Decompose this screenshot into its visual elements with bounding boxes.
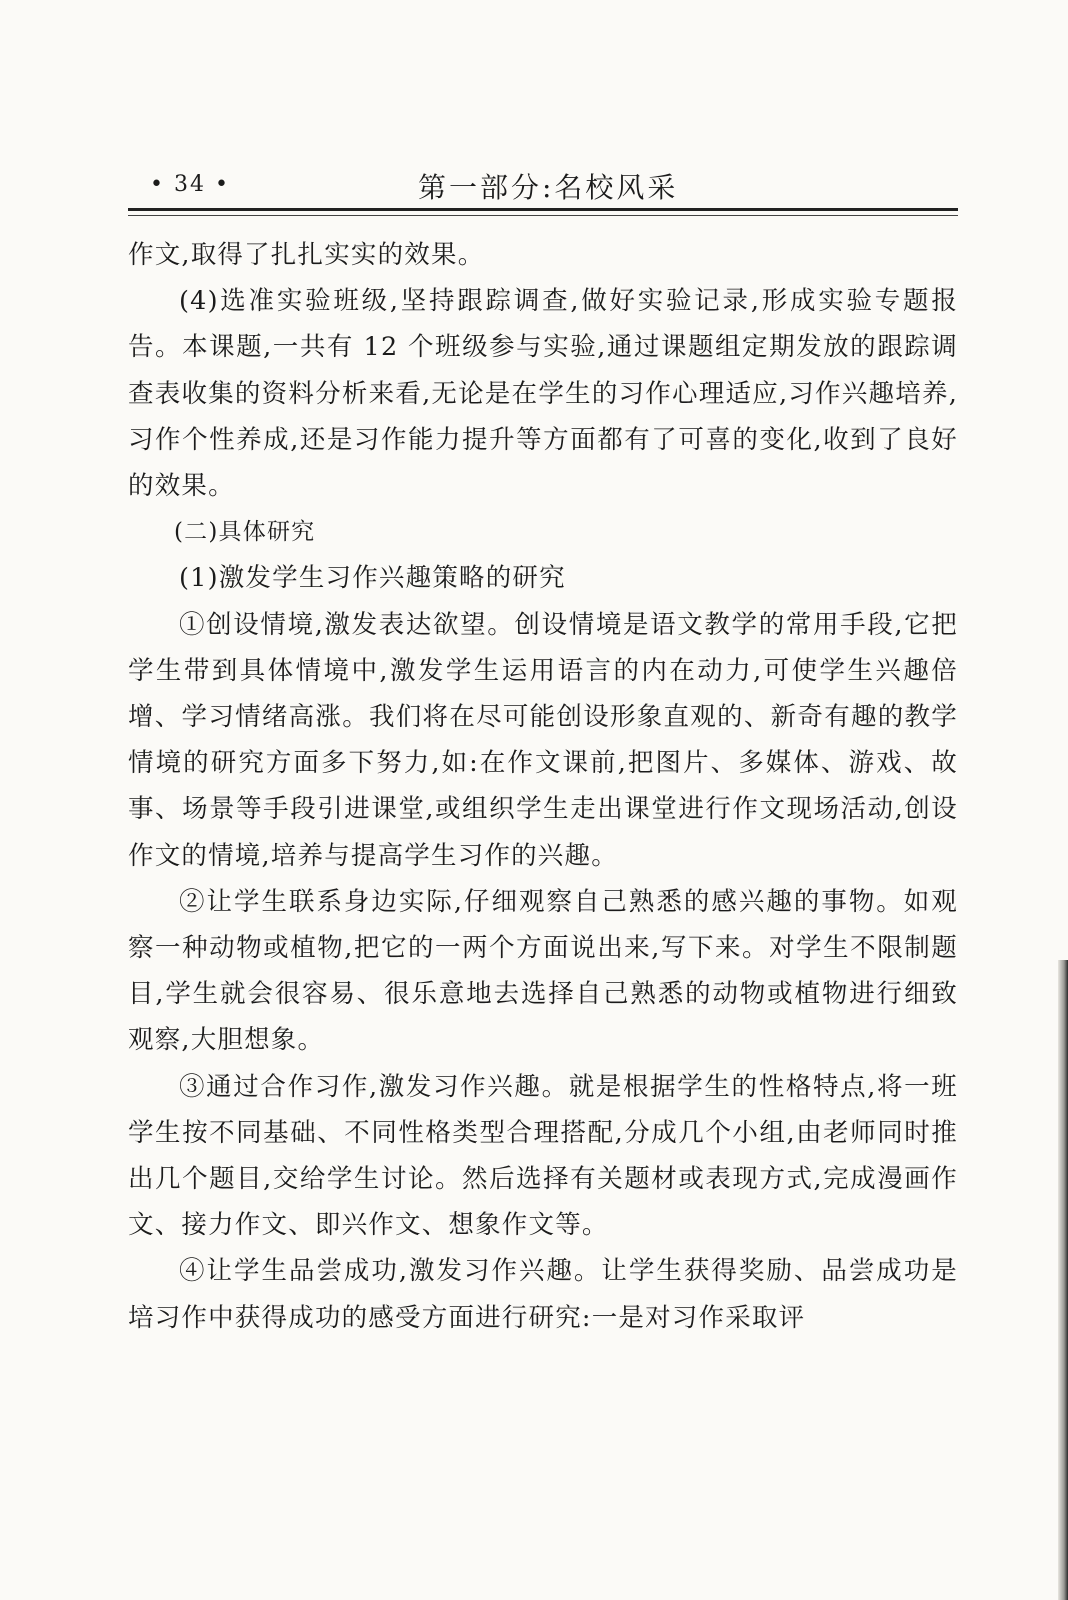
page-number: • 34 •: [150, 172, 230, 197]
body-text: [128, 232, 958, 1341]
paragraph-item-4: ④让学生品尝成功,激发习作兴趣。让学生获得奖励、品尝成功是培习作中获得成功的感受方面进行研究:一是对习作采取评: [128, 1256, 958, 1333]
paragraph-item-3: ③通过合作习作,激发习作兴趣。就是根据学生的性格特点,将一班学生按不同基础、不同性格类型合理搭配,分成几个小组,由老师同时推出几个题目,交给学生讨论。然后选择有关题材或表现方式,完成漫画作文、接力作文、即兴作文、想象作文等。: [128, 1071, 958, 1241]
header-rule-thick: [128, 208, 958, 211]
running-title: 第一部分:名校风采: [418, 171, 679, 204]
subsection-heading: (1)激发学生习作兴趣策略的研究: [179, 563, 566, 594]
paragraph-item-1: ①创设情境,激发表达欲望。创设情境是语文教学的常用手段,它把学生带到具体情境中,激发学生运用语言的内在动力,可使学生兴趣倍增、学习情绪高涨。我们将在尽可能创设形象直观的、新奇有趣的教学情境的研究方面多下努力,如:在作文课前,把图片、多媒体、游戏、故事、场景等手段引进课堂,或组织学生走出课堂进行作文现场活动,创设作文的情境,培养与提高学生习作的兴趣。: [128, 609, 958, 871]
paragraph-4: (4)选准实验班级,坚持跟踪调查,做好实验记录,形成实验专题报告。本课题,一共有 12 个班级参与实验,通过课题组定期发放的跟踪调查表收集的资料分析来看,无论是在学生的习作心理适应,习作兴趣培养,习作个性养成,还是习作能力提升等方面都有了可喜的变化,收到了良好的效果。: [128, 286, 958, 502]
page-header: [128, 160, 958, 210]
paragraph-continued: 作文,取得了扎扎实实的效果。: [128, 240, 485, 270]
section-heading: (二)具体研究: [174, 519, 316, 546]
page-edge-shadow: [1058, 960, 1068, 1600]
paragraph-item-2: ②让学生联系身边实际,仔细观察自己熟悉的感兴趣的事物。如观察一种动物或植物,把它的一两个方面说出来,写下来。对学生不限制题目,学生就会很容易、很乐意地去选择自己熟悉的动物或植物进行细致观察,大胆想象。: [128, 886, 958, 1056]
header-rule-thin: [128, 215, 958, 216]
